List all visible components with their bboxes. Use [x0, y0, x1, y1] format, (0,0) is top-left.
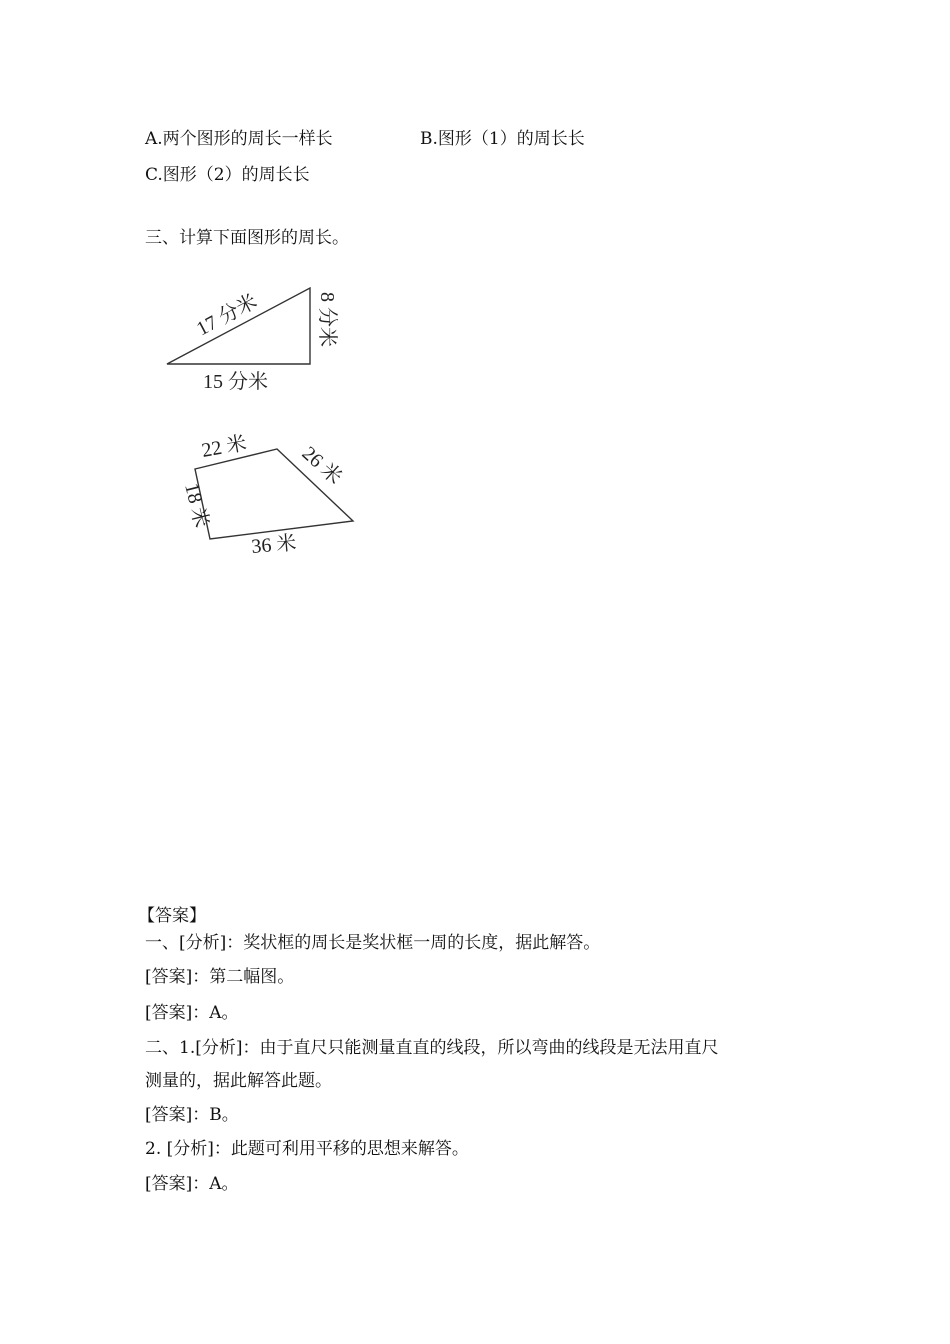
- answer-line-1: 一、[分析]：奖状框的周长是奖状框一周的长度，据此解答。: [145, 933, 601, 953]
- quad-bottom-label: 36 米: [250, 532, 298, 558]
- answer-line-7: 2. [分析]：此题可利用平移的思想来解答。: [145, 1139, 469, 1159]
- answer-line-2: [答案]：第二幅图。: [145, 967, 295, 987]
- section-3-title: 三、计算下面图形的周长。: [145, 228, 349, 248]
- quad-top-label: 22 米: [200, 432, 249, 462]
- triangle-right-label: 8 分米: [316, 292, 338, 347]
- triangle-figure: [155, 280, 355, 400]
- triangle-bottom-label: 15 分米: [203, 371, 268, 393]
- answer-line-5: 测量的，据此解答此题。: [145, 1071, 332, 1091]
- quad-left-label: 18 米: [180, 480, 213, 530]
- answers-heading: 【答案】: [138, 906, 206, 926]
- answer-line-3: [答案]：A。: [145, 1003, 239, 1023]
- option-c: C.图形（2）的周长长: [145, 165, 310, 185]
- quadrilateral-figure: [165, 425, 385, 565]
- answer-line-6: [答案]：B。: [145, 1105, 239, 1125]
- triangle-hyp-label: 17 分米: [193, 290, 261, 341]
- answer-line-8: [答案]：A。: [145, 1174, 239, 1194]
- quad-right-label: 26 米: [297, 442, 346, 489]
- option-b: B.图形（1）的周长长: [420, 129, 585, 149]
- option-a: A.两个图形的周长一样长: [145, 129, 333, 149]
- answer-line-4: 二、1.[分析]：由于直尺只能测量直直的线段，所以弯曲的线段是无法用直尺: [145, 1038, 719, 1058]
